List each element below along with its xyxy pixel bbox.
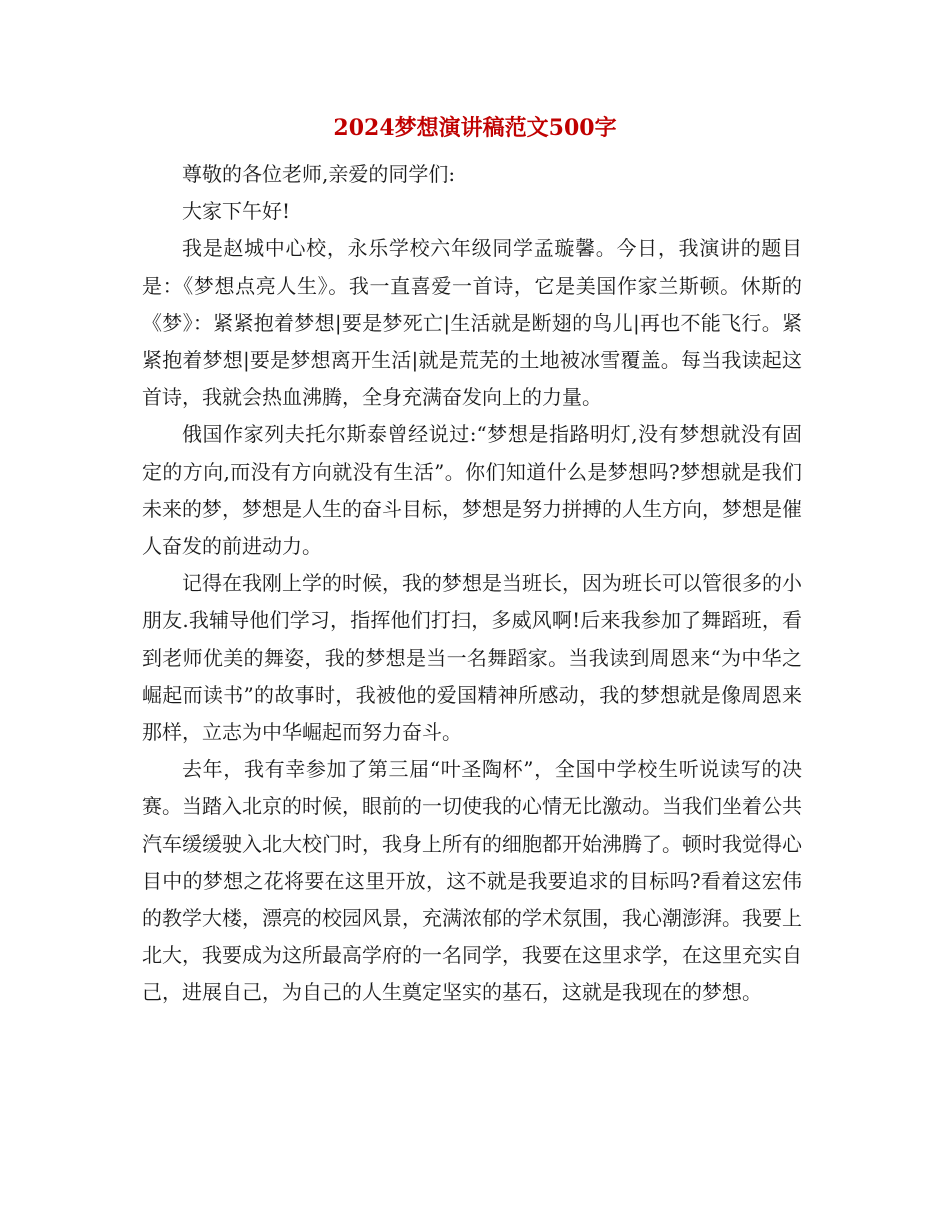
paragraph-childhood-dreams: 记得在我刚上学的时候，我的梦想是当班长，因为班长可以管很多的小朋友.我辅导他们学习，指挥他们打扫，多威风啊!后来我参加了舞蹈班，看到老师优美的舞姿，我的梦想是当一名舞蹈家。当我读到周恩来“为中华之崛起而读书”的故事时，我被他的爱国精神所感动，我的梦想就是像周恩来那样，立志为中华崛起而努力奋斗。 [142, 571, 802, 745]
greeting: 大家下午好! [182, 199, 291, 224]
paragraph-introduction: 我是赵城中心校，永乐学校六年级同学孟璇馨。今日，我演讲的题目是：《梦想点亮人生》。我一直喜爱一首诗，它是美国作家兰斯顿。休斯的《梦》：紧紧抱着梦想|要是梦死亡|生活就是断翅的鸟儿|再也不能飞行。紧紧抱着梦想|要是梦想离开生活|就是荒芜的土地被冰雪覆盖。每当我读起这首诗，我就会热血沸腾，全身充满奋发向上的力量。 [142, 236, 802, 410]
paragraph-tolstoy-quote: 俄国作家列夫托尔斯泰曾经说过:“梦想是指路明灯,没有梦想就没有固定的方向,而没有方向就没有生活”。你们知道什么是梦想吗?梦想就是我们未来的梦，梦想是人生的奋斗目标，梦想是努力拼搏的人生方向，梦想是催人奋发的前进动力。 [142, 422, 802, 559]
document-title: 2024梦想演讲稿范文500字 [333, 115, 617, 141]
salutation: 尊敬的各位老师,亲爱的同学们: [182, 162, 456, 186]
document-body [142, 156, 802, 1012]
paragraph-current-dream: 去年，我有幸参加了第三届“叶圣陶杯”，全国中学校生听说读写的决赛。当踏入北京的时候，眼前的一切使我的心情无比激动。当我们坐着公共汽车缓缓驶入北大校门时，我身上所有的细胞都开始沸腾了。顿时我觉得心目中的梦想之花将要在这里开放，这不就是我要追求的目标吗?看着这宏伟的教学大楼，漂亮的校园风景，充满浓郁的学术氛围，我心潮澎湃。我要上北大，我要成为这所最高学府的一名同学，我要在这里求学，在这里充实自己，进展自己，为自己的人生奠定坚实的基石，这就是我现在的梦想。 [142, 757, 802, 1005]
